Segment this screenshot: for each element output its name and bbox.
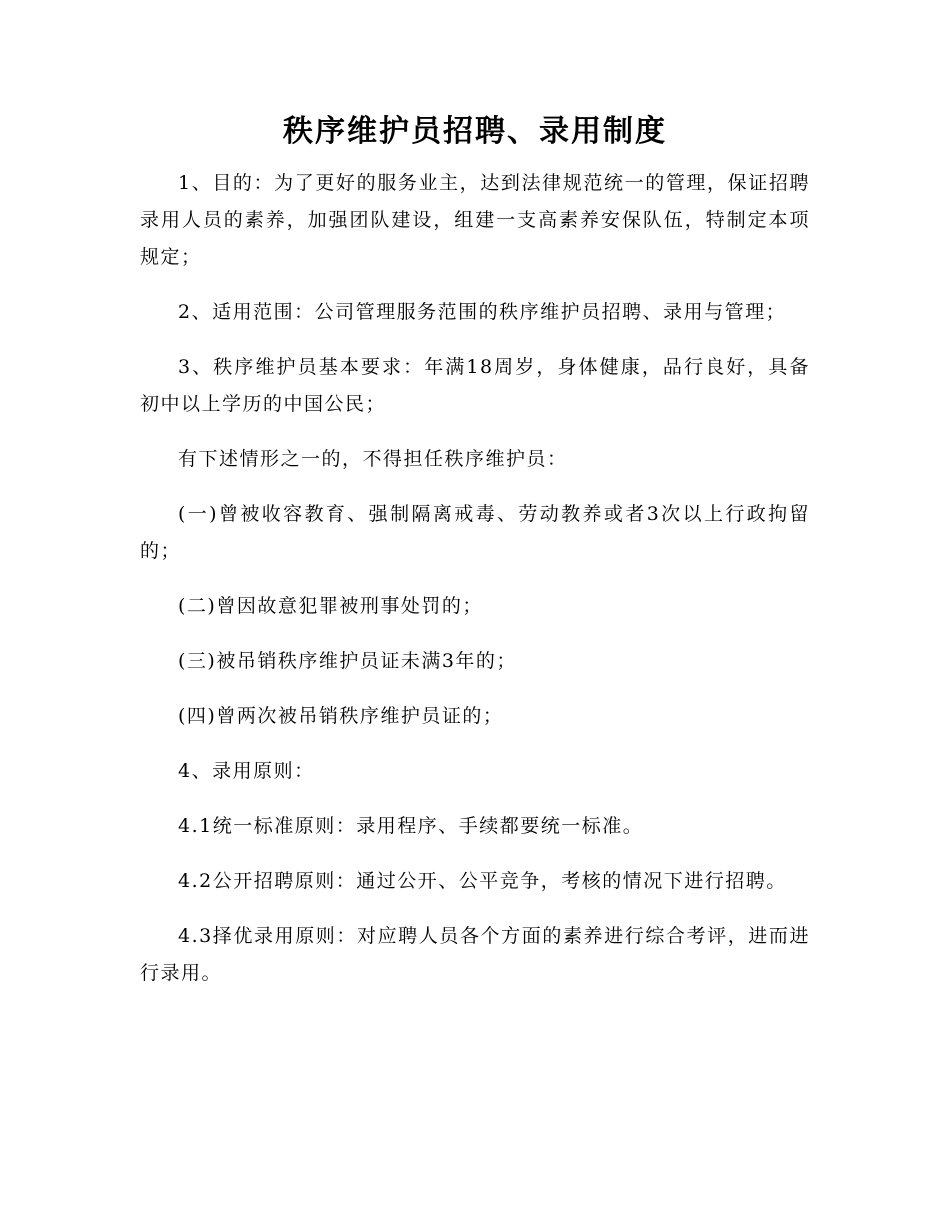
paragraph-disqualification-intro: 有下述情形之一的，不得担任秩序维护员：: [178, 448, 568, 470]
paragraph-principle-4-2: 4.2公开招聘原则：通过公开、公平竞争，考核的情况下进行招聘。: [178, 870, 787, 892]
paragraph-disqualification-4: (四)曾两次被吊销秩序维护员证的；: [178, 705, 504, 727]
paragraph-scope: 2、适用范围：公司管理服务范围的秩序维护员招聘、录用与管理；: [178, 301, 787, 323]
paragraph-disqualification-3: (三)被吊销秩序维护员证未满3年的；: [178, 650, 517, 672]
paragraph-principle-4-1: 4.1统一标准原则：录用程序、手续都要统一标准。: [178, 815, 644, 837]
paragraph-principle-4-3: 4.3择优录用原则：对应聘人员各个方面的素养进行综合考评，进而进行录用。: [140, 925, 810, 984]
paragraph-hiring-principles: 4、录用原则：: [178, 760, 315, 782]
paragraph-purpose: 1、目的：为了更好的服务业主，达到法律规范统一的管理，保证招聘录用人员的素养，加强团队建设，组建一支高素养安保队伍，特制定本项规定；: [140, 172, 810, 268]
document-title: 秩序维护员招聘、录用制度: [283, 114, 667, 149]
paragraph-basic-requirements: 3、秩序维护员基本要求：年满18周岁，身体健康，品行良好，具备初中以上学历的中国公民；: [140, 356, 810, 415]
paragraph-disqualification-1: (一)曾被收容教育、强制隔离戒毒、劳动教养或者3次以上行政拘留的；: [140, 503, 810, 562]
paragraph-disqualification-2: (二)曾因故意犯罪被刑事处罚的；: [178, 595, 483, 617]
document-body: [140, 165, 810, 1010]
